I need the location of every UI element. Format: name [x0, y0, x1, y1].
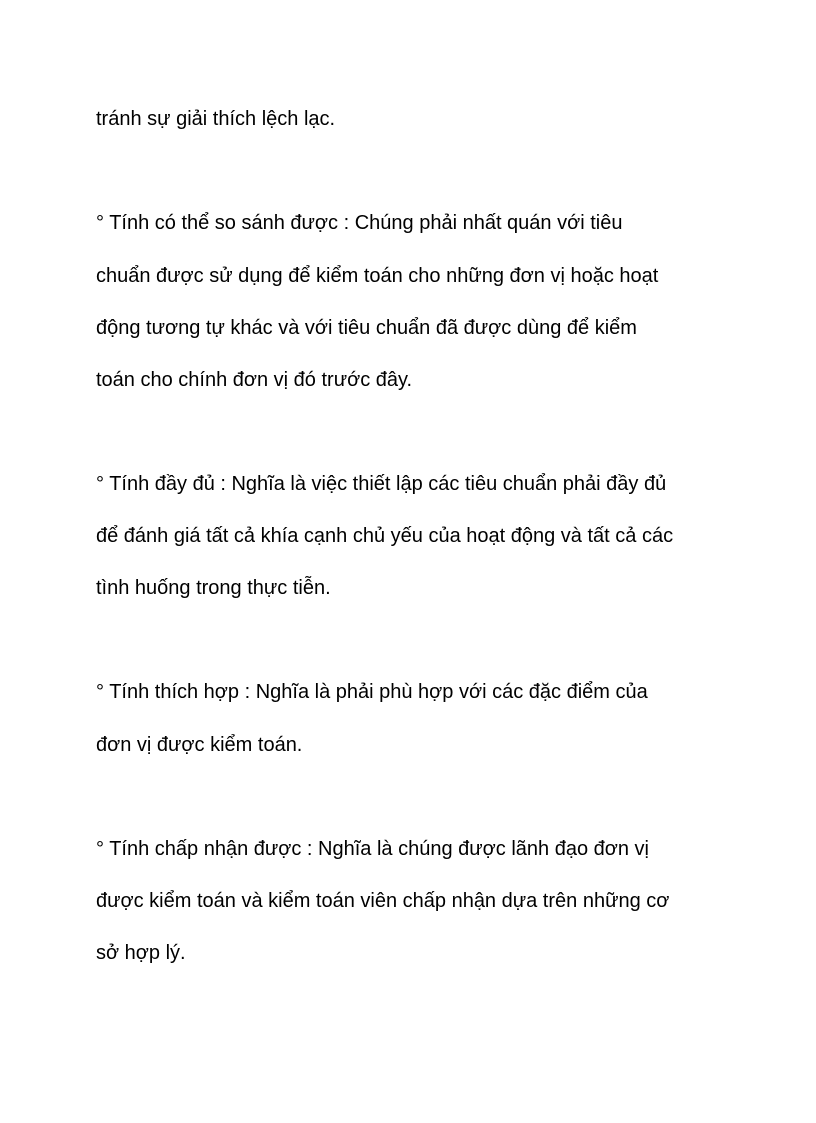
text-line-suitability-1: ° Tính thích hợp : Nghĩa là phải phù hợp với các đặc điểm của: [96, 681, 648, 703]
text-line-suitability-2: đơn vị được kiểm toán.: [96, 734, 303, 756]
text-line-completeness-2: để đánh giá tất cả khía cạnh chủ yếu của hoạt động và tất cả các: [96, 525, 674, 547]
text-line-completeness-1: ° Tính đầy đủ : Nghĩa là việc thiết lập các tiêu chuẩn phải đầy đủ: [96, 473, 667, 495]
text-line-acceptability-1: ° Tính chấp nhận được : Nghĩa là chúng được lãnh đạo đơn vị: [96, 838, 649, 860]
text-line-paragraph-end: tránh sự giải thích lệch lạc.: [96, 108, 336, 130]
text-line-acceptability-3: sở hợp lý.: [96, 942, 186, 964]
text-line-comparability-1: ° Tính có thể so sánh được : Chúng phải nhất quán với tiêu: [96, 212, 623, 234]
text-line-comparability-3: động tương tự khác và với tiêu chuẩn đã được dùng để kiểm: [96, 317, 637, 339]
text-line-completeness-3: tình huống trong thực tiễn.: [96, 577, 331, 599]
text-line-comparability-2: chuẩn được sử dụng để kiểm toán cho những đơn vị hoặc hoạt: [96, 265, 659, 287]
text-line-comparability-4: toán cho chính đơn vị đó trước đây.: [96, 369, 413, 391]
text-line-acceptability-2: được kiểm toán và kiểm toán viên chấp nhận dựa trên những cơ: [96, 890, 670, 912]
